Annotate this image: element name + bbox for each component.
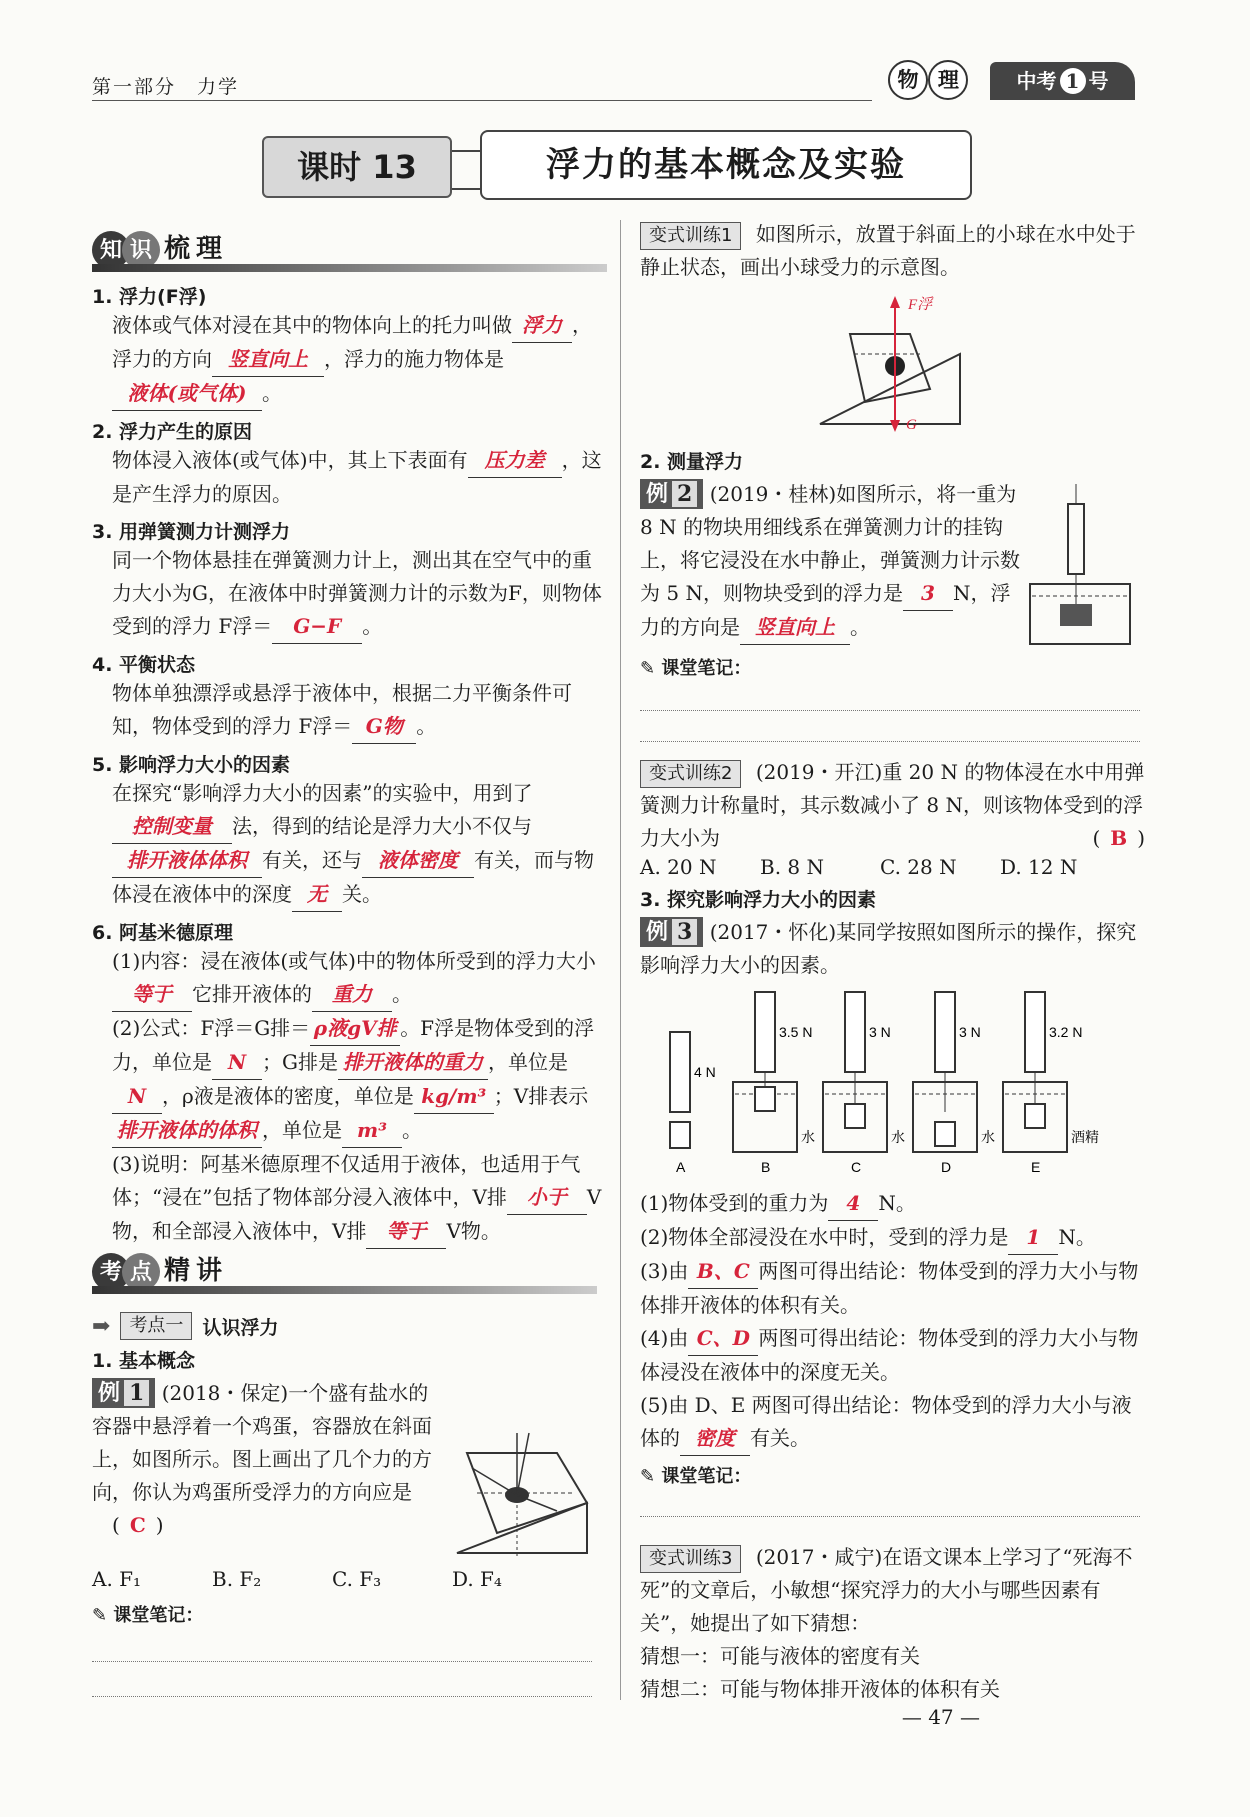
k2-answer: 压力差 <box>468 444 562 478</box>
k4-t1: 物体单独漂浮或悬浮于液体中，根据二力平衡条件可知，物体受到的浮力 F浮＝ <box>112 681 572 738</box>
badge-prefix: 中考 <box>1016 69 1057 93</box>
k4-answer: G物 <box>352 710 416 744</box>
ex3-q5 <box>640 1389 1145 1456</box>
ex3-question: (2017・怀化)某同学按照如图所示的操作，探究影响浮力大小的因素。 <box>640 920 1137 977</box>
series-badge <box>990 62 1135 100</box>
k6-answer-7: kg/m³ <box>414 1080 494 1114</box>
scale-reading: 3.5 N <box>779 1024 813 1040</box>
ex1-label-text: 例 <box>98 1380 121 1406</box>
m2-heading: 2. 测量浮力 <box>640 451 744 473</box>
ex3-q2c: N。 <box>1058 1225 1096 1249</box>
k5-t3: 有关，还与 <box>262 848 362 872</box>
ex2-text <box>640 478 1020 654</box>
k3-t1: 同一个物体悬挂在弹簧测力计上，测出其在空气中的重力大小为G，在液体中时弹簧测力计的示数为F，则物体受到的浮力 F浮＝ <box>112 548 602 638</box>
banner2-bar <box>92 1286 597 1294</box>
ex2-note-label: ✎ 课堂笔记： <box>640 658 752 679</box>
badge-number: 1 <box>1060 68 1086 94</box>
ex1-option-b: B. F₂ <box>212 1567 262 1591</box>
spring-scale <box>935 992 955 1072</box>
k6-p3e: V物。 <box>446 1219 501 1243</box>
ex3-answer-2: 1 <box>1008 1221 1058 1255</box>
ex1-diagram <box>437 1393 597 1563</box>
ex2-block <box>640 474 1145 654</box>
k6-p1e: 。 <box>392 982 412 1006</box>
k6-p2m: ，单位是 <box>262 1118 342 1142</box>
bs2-option-c: C. 28 N <box>880 855 957 879</box>
ex3-diagram <box>640 982 1145 1182</box>
kd1-row <box>92 1312 602 1340</box>
setup-letter: D <box>941 1159 952 1175</box>
bs1-gravity-label: G <box>906 417 917 433</box>
ex3-q5a: (5)由 D、E 两图可得出结论：物体受到的浮力大小与液体的 <box>640 1393 1132 1450</box>
page-number: — 47 — <box>901 1705 980 1729</box>
ex3-q3a: (3)由 <box>640 1259 689 1283</box>
k2-t1: 物体浸入液体(或气体)中，其上下表面有 <box>112 448 468 472</box>
k5-text <box>92 777 602 912</box>
k6-answer-6: N <box>112 1080 162 1114</box>
ex3-text <box>640 916 1145 982</box>
k4-text <box>92 677 602 744</box>
scale-reading: 3 N <box>869 1024 891 1040</box>
ex1-answer: C <box>129 1513 146 1537</box>
ex3-label-text: 例 <box>646 919 669 945</box>
ex2-label-text: 例 <box>646 481 669 507</box>
liquid-label: 水 <box>981 1129 995 1145</box>
ex3-q1a: (1)物体受到的重力为 <box>640 1191 829 1215</box>
banner-char-2: 识 <box>122 231 160 269</box>
note-line <box>92 1661 592 1662</box>
k5-t4: 有关，而与物体浸在液体中的深度 <box>112 848 594 906</box>
k5-t1: 在探究“影响浮力大小的因素”的实验中，用到了 <box>112 781 533 805</box>
bs2-option-b: B. 8 N <box>760 855 824 879</box>
ex1-paren: ( C ) <box>112 1513 164 1537</box>
test-block <box>845 1104 865 1128</box>
ex3-q5c: 有关。 <box>750 1426 810 1450</box>
test-block <box>935 1122 955 1146</box>
ex1-option-d: D. F₄ <box>452 1567 502 1591</box>
k3-answer: G−F <box>272 610 362 644</box>
ex3-num: 3 <box>672 919 697 945</box>
bs1-buoyancy-label: F浮 <box>908 297 933 313</box>
banner2-char-2: 点 <box>122 1253 160 1291</box>
bs1-tag: 变式训练1 <box>640 222 741 250</box>
ex1-option-a: A. F₁ <box>92 1567 142 1591</box>
k2-heading: 2. 浮力产生的原因 <box>92 421 253 443</box>
section-header: 第一部分 力学 <box>92 76 240 98</box>
k6-p2i: ，ρ液是液体的密度，单位是 <box>162 1084 414 1108</box>
test-block <box>1025 1104 1045 1128</box>
kd1-title: 认识浮力 <box>202 1316 279 1339</box>
bs1-text <box>640 218 1145 284</box>
bs2-answer: B <box>1110 826 1128 850</box>
ex3-q1 <box>640 1187 1145 1221</box>
right-column <box>640 218 1145 1706</box>
bs3-text <box>640 1541 1145 1640</box>
k5-heading: 5. 影响浮力大小的因素 <box>92 754 291 776</box>
ex3-q4a: (4)由 <box>640 1326 689 1350</box>
test-block <box>670 1122 690 1148</box>
setup-letter: E <box>1031 1159 1041 1175</box>
note-line <box>92 1696 592 1697</box>
k6-p1 <box>92 945 602 1012</box>
ex2-text2: N，浮力的方向是 <box>640 581 1011 639</box>
liquid-label: 酒精 <box>1071 1129 1099 1145</box>
subject-logo <box>888 60 968 100</box>
k6-answer-8: 排开液体的体积 <box>112 1114 262 1148</box>
ex2-text1: (2019・桂林)如图所示，将一重为 8 N 的物块用细线系在弹簧测力计的挂钩上，将它浸没在水中静止，弹簧测力计示数为 5 N，则物块受到的浮力是 <box>640 482 1020 605</box>
bs2-tag: 变式训练2 <box>640 760 741 788</box>
ex3-q1c: N。 <box>878 1191 916 1215</box>
m3-heading: 3. 探究影响浮力大小的因素 <box>640 889 877 911</box>
subject-char-1: 物 <box>888 60 928 100</box>
note-line <box>640 741 1140 742</box>
bs3-guess-1: 猜想一：可能与液体的密度有关 <box>640 1644 920 1668</box>
k5-answer-1: 控制变量 <box>112 810 232 844</box>
k2-text <box>92 444 602 511</box>
bs2-text <box>640 756 1145 855</box>
knowledge-banner <box>92 228 607 272</box>
k1-text <box>92 309 602 411</box>
ex2-diagram <box>1020 484 1140 654</box>
ex3-note-label: ✎ 课堂笔记： <box>640 1466 752 1487</box>
spring-scale <box>755 992 775 1072</box>
spring-scale <box>670 1032 690 1112</box>
arrow-icon: ➡ <box>92 1313 111 1339</box>
k3-text <box>92 544 602 644</box>
k5-answer-3: 液体密度 <box>362 844 474 878</box>
k6-p2o: 。 <box>402 1118 422 1142</box>
bs2-paren: ( B ) <box>1092 826 1145 850</box>
ex3-answer-3: B、C <box>688 1255 758 1289</box>
banner-bar <box>92 264 607 272</box>
k1-t2: ，浮力的方向 <box>112 313 592 371</box>
k6-p1c: 它排开液体的 <box>192 982 312 1006</box>
k6-answer-11: 等于 <box>366 1215 446 1249</box>
k5-t2: 法，得到的结论是浮力大小不仅与 <box>232 814 532 838</box>
k1-t1: 液体或气体对浸在其中的物体向上的托力叫做 <box>112 313 512 337</box>
bs3-guess-2: 猜想二：可能与物体排开液体的体积有关 <box>640 1677 1000 1701</box>
ex1-text-col <box>92 1373 437 1563</box>
k6-answer-4: N <box>212 1046 262 1080</box>
header-rule <box>92 100 872 101</box>
liquid-label: 水 <box>891 1129 905 1145</box>
ex3-q2 <box>640 1221 1145 1255</box>
k6-p2c: 。F浮是物体受到的浮力，单位是 <box>112 1016 595 1074</box>
bs1-question: 如图所示，放置于斜面上的小球在水中处于静止状态，画出小球受力的示意图。 <box>640 222 1136 279</box>
test-block <box>755 1087 775 1111</box>
subject-char-2: 理 <box>928 60 968 100</box>
ex1-note-label: ✎ 课堂笔记： <box>92 1605 204 1626</box>
k4-t2: 。 <box>416 714 437 738</box>
k3-t2: 。 <box>362 614 383 638</box>
knowledge-content <box>92 282 602 1249</box>
banner2-title: 精讲 <box>164 1256 229 1286</box>
setup-letter: B <box>761 1159 771 1175</box>
banner-title: 梳理 <box>164 234 229 264</box>
spring-scale <box>1025 992 1045 1072</box>
k6-p2g: ，单位是 <box>487 1050 568 1074</box>
note-text-1: 课堂笔记： <box>113 1605 204 1626</box>
ex3-q3 <box>640 1255 1145 1322</box>
kd1-tag: 考点一 <box>120 1312 192 1340</box>
ex3-answer-4: C、D <box>688 1322 758 1356</box>
k6-heading: 6. 阿基米德原理 <box>92 922 234 944</box>
lesson-number: 课时 13 <box>262 136 452 198</box>
liquid-label: 水 <box>801 1129 815 1145</box>
k6-answer-10: 小于 <box>507 1181 587 1215</box>
bs2-question: (2019・开江)重 20 N 的物体浸在水中用弹簧测力计称量时，其示数减小了 8 N，则该物体受到的浮力大小为 <box>640 760 1145 850</box>
k6-answer-9: m³ <box>342 1114 402 1148</box>
ex3-answer-1: 4 <box>828 1187 878 1221</box>
k6-answer-5: 排开液体的重力 <box>338 1046 488 1080</box>
k5-answer-2: 排开液体体积 <box>112 844 262 878</box>
k1-t4: 。 <box>262 381 282 405</box>
page-number-text: 47 <box>928 1705 954 1729</box>
k1-heading: 1. 浮力(F浮) <box>92 286 207 308</box>
ex3-q4 <box>640 1322 1145 1389</box>
ex1-num: 1 <box>124 1380 149 1406</box>
k6-p3a: (3)说明：阿基米德原理不仅适用于液体，也适用于气体；“浸在”包括了物体部分浸入液体中，V排 <box>112 1152 581 1209</box>
note-text-2: 课堂笔记： <box>661 658 752 679</box>
k2-t2: ，这是产生浮力的原因。 <box>112 448 602 506</box>
banner2-char-1: 考 <box>92 1253 130 1291</box>
exam-content <box>92 1312 602 1697</box>
bs2-options <box>640 855 1145 879</box>
k6-p2e: ；G排是 <box>262 1050 338 1074</box>
k6-p3c: V物，和全部浸入液体中，V排 <box>112 1185 602 1243</box>
bs2-option-d: D. 12 N <box>1000 855 1078 879</box>
k6-p2a: (2)公式：F浮＝G排＝ <box>112 1016 311 1040</box>
ex2-text3: 。 <box>850 615 870 639</box>
kd1-sub: 1. 基本概念 <box>92 1350 196 1372</box>
note-line <box>640 710 1140 711</box>
ex1-option-c: C. F₃ <box>332 1567 382 1591</box>
setup-letter: A <box>676 1159 686 1175</box>
ex2-num: 2 <box>672 481 697 507</box>
ex1-question: (2018・保定)一个盛有盐水的容器中悬浮着一个鸡蛋，容器放在斜面上，如图所示。图上画出了几个力的方向，你认为鸡蛋所受浮力的方向应是 <box>92 1381 432 1504</box>
k6-p1a: (1)内容：浸在液体(或气体)中的物体所受到的浮力大小 <box>112 949 596 973</box>
lesson-title: 浮力的基本概念及实验 <box>480 130 972 200</box>
bs1-diagram <box>640 284 1145 434</box>
title-connector <box>452 150 482 190</box>
k5-t5: 关。 <box>342 882 382 906</box>
k6-answer-2: 重力 <box>312 978 392 1012</box>
setup-letter: C <box>851 1159 862 1175</box>
scale-reading: 4 N <box>694 1064 716 1080</box>
note-text-3: 课堂笔记： <box>661 1466 752 1487</box>
ex2-answer-1: 3 <box>903 577 953 611</box>
scale-reading: 3 N <box>959 1024 981 1040</box>
k1-answer-3: 液体(或气体) <box>112 377 262 411</box>
k1-answer-2: 竖直向上 <box>212 343 324 377</box>
column-divider <box>620 220 621 1700</box>
k5-answer-4: 无 <box>292 878 342 912</box>
k4-heading: 4. 平衡状态 <box>92 654 196 676</box>
ex2-label <box>640 479 703 509</box>
k6-p3 <box>92 1148 602 1249</box>
bs2-option-a: A. 20 N <box>640 855 717 879</box>
note-line <box>640 1516 1140 1517</box>
badge-suffix: 号 <box>1088 69 1109 93</box>
k1-answer-1: 浮力 <box>512 309 572 343</box>
k1-t3: ，浮力的施力物体是 <box>324 347 504 371</box>
k6-answer-1: 等于 <box>112 978 192 1012</box>
ex2-answer-2: 竖直向上 <box>740 611 850 645</box>
spring-scale <box>845 992 865 1072</box>
bs3-question: (2017・咸宁)在语文课本上学习了“死海不死”的文章后，小敏想“探究浮力的大小与哪些因素有关”，她提出了如下猜想： <box>640 1545 1133 1635</box>
ex3-answer-5: 密度 <box>680 1422 750 1456</box>
ex3-q4c: 两图可得出结论：物体受到的浮力大小与物体浸没在液体中的深度无关。 <box>640 1326 1139 1384</box>
ex3-label <box>640 917 703 947</box>
k6-p2 <box>92 1012 602 1148</box>
bs3-tag: 变式训练3 <box>640 1545 741 1573</box>
ex1-text <box>92 1377 437 1542</box>
ex1-options <box>92 1567 602 1591</box>
exam-banner <box>92 1250 607 1294</box>
scale-reading: 3.2 N <box>1049 1024 1083 1040</box>
k6-answer-3: ρ液gV排 <box>310 1012 400 1046</box>
ex1-block <box>92 1373 602 1563</box>
k6-p2k: ；V排表示 <box>493 1084 589 1108</box>
ex3-q2a: (2)物体全部浸没在水中时，受到的浮力是 <box>640 1225 1009 1249</box>
ex3-q3c: 两图可得出结论：物体受到的浮力大小与物体排开液体的体积有关。 <box>640 1259 1139 1317</box>
k3-heading: 3. 用弹簧测力计测浮力 <box>92 521 291 543</box>
banner-char-1: 知 <box>92 231 130 269</box>
ex1-label <box>92 1378 155 1408</box>
